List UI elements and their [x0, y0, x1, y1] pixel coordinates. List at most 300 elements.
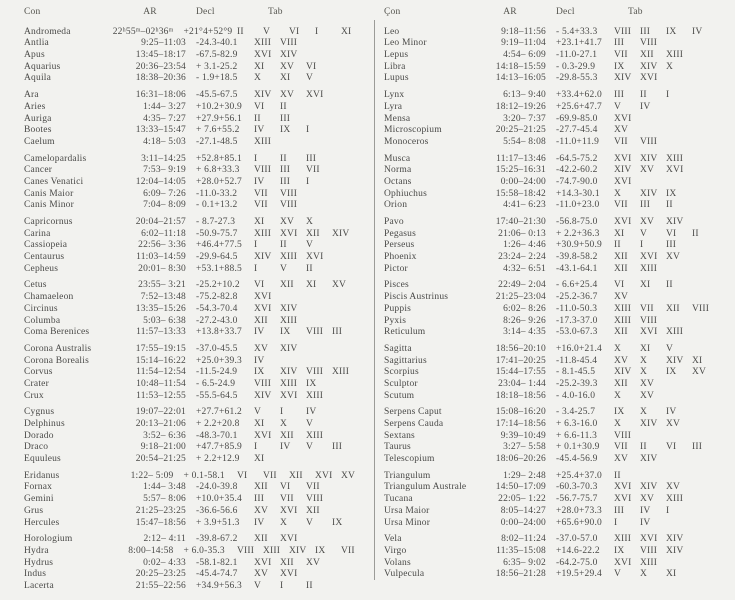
- decl-range: - 8.7-27.3: [196, 217, 236, 227]
- tab-roman-numeral: XIV: [280, 303, 298, 314]
- table-row: [384, 200, 734, 212]
- table-row: [24, 229, 367, 241]
- tab-roman-numeral: XIV: [614, 165, 632, 176]
- tab-roman-numeral: X: [640, 367, 648, 378]
- tab-roman-numeral: X: [280, 517, 288, 528]
- tab-roman-numeral: III: [280, 113, 291, 124]
- tab-roman-numeral: X: [614, 188, 622, 199]
- tab-list: [614, 304, 718, 316]
- decl-range: +28.0+73.3: [556, 505, 602, 516]
- table-row: [24, 137, 367, 149]
- tab-roman-numeral: XIII: [280, 315, 298, 326]
- tab-roman-numeral: IV: [254, 125, 265, 136]
- tab-roman-numeral: I: [254, 240, 258, 251]
- tab-roman-numeral: XV: [640, 165, 655, 176]
- tab-list: [254, 217, 332, 229]
- tab-roman-numeral: VII: [341, 545, 355, 556]
- decl-range: +23.1+41.7: [556, 38, 602, 49]
- table-row: [24, 581, 367, 593]
- tab-roman-numeral: XVI: [640, 327, 658, 338]
- ar-range: 20:25–23:25: [135, 569, 186, 580]
- constellation-name: Carina: [24, 228, 51, 239]
- tab-roman-numeral: IX: [614, 61, 625, 72]
- ar-range: 20:04–21:57: [135, 217, 186, 227]
- tab-roman-numeral: XIV: [614, 367, 632, 378]
- tab-roman-numeral: VII: [640, 303, 654, 314]
- constellation-name: Perseus: [384, 240, 415, 251]
- tab-roman-numeral: II: [280, 153, 287, 164]
- ar-range: 8:05–14:27: [500, 505, 546, 516]
- tab-roman-numeral: VIII: [306, 327, 324, 338]
- tab-roman-numeral: III: [280, 165, 291, 176]
- decl-range: - 8.1-45.5: [556, 367, 596, 378]
- table-row: [384, 114, 734, 126]
- tab-roman-numeral: XII: [614, 252, 628, 263]
- tab-list: [254, 494, 332, 506]
- tab-list: [614, 569, 692, 581]
- tab-roman-numeral: XV: [280, 217, 295, 227]
- tab-list: [614, 189, 692, 201]
- decl-range: -24.0-39.8: [196, 482, 238, 493]
- constellation-name: Fornax: [24, 482, 53, 493]
- constellation-name: Scorpius: [384, 367, 419, 378]
- constellation-name: Circinus: [24, 303, 58, 314]
- constellation-name: Corvus: [24, 367, 53, 378]
- constellation-name: Auriga: [24, 113, 52, 124]
- tab-list: [254, 280, 358, 292]
- tab-roman-numeral: XII: [666, 303, 680, 314]
- ar-range: 7:53– 9:19: [143, 165, 186, 176]
- decl-range: - 4.0-16.0: [556, 390, 596, 401]
- tab-list: [254, 391, 332, 403]
- tab-list: [614, 125, 640, 137]
- constellation-name: Apus: [24, 50, 45, 61]
- constellation-group: [384, 90, 734, 148]
- tab-roman-numeral: XVI: [640, 252, 658, 263]
- table-row: [384, 569, 734, 581]
- tab-roman-numeral: XVI: [280, 534, 298, 545]
- tab-roman-numeral: XIII: [640, 263, 658, 274]
- ar-range: 6:02– 8:26: [503, 303, 546, 314]
- decl-range: - 0.3-29.9: [556, 61, 596, 72]
- tab-roman-numeral: XV: [254, 505, 269, 516]
- table-row: [24, 200, 367, 212]
- table-row: [384, 90, 734, 102]
- constellation-name: Ursa Maior: [384, 505, 430, 516]
- table-row: [384, 454, 734, 466]
- constellation-group: [24, 534, 367, 592]
- tab-roman-numeral: XVI: [254, 292, 272, 303]
- ar-range: 6:13– 9:40: [503, 90, 546, 101]
- decl-range: -58.1-82.1: [196, 557, 238, 568]
- tab-roman-numeral: XV: [614, 125, 629, 136]
- tab-roman-numeral: XII: [280, 430, 294, 441]
- tab-roman-numeral: XIII: [306, 390, 324, 401]
- table-row: [384, 534, 734, 546]
- tab-list: [614, 482, 692, 494]
- decl-range: -29.9-64.5: [196, 252, 238, 263]
- decl-range: -11.0+23.0: [556, 200, 600, 211]
- tab-roman-numeral: III: [640, 200, 651, 211]
- tab-list: [614, 506, 692, 518]
- tab-roman-numeral: X: [614, 343, 622, 354]
- tab-list: [254, 240, 332, 252]
- table-row: [24, 471, 367, 483]
- tab-roman-numeral: II: [237, 26, 244, 37]
- constellation-name: Andromeda: [24, 26, 71, 37]
- ar-range: 15:14–16:22: [135, 355, 186, 366]
- ar-range: 18:56–21:28: [495, 569, 546, 580]
- tab-list: [254, 292, 280, 304]
- table-row: [384, 367, 734, 379]
- constellation-name: Canis Minor: [24, 200, 74, 211]
- constellation-name: Horologium: [24, 534, 73, 545]
- constellation-name: Phoenix: [384, 252, 417, 263]
- table-row: [384, 546, 734, 558]
- decl-range: -45.4-74.7: [196, 569, 238, 580]
- ar-range: 11:35–15:08: [496, 545, 546, 556]
- tab-roman-numeral: XV: [640, 494, 655, 505]
- ar-range: 18:56–20:10: [495, 343, 546, 354]
- table-row: [24, 431, 367, 443]
- constellation-name: Mensa: [384, 113, 411, 124]
- ar-range: 18:18–18:56: [495, 390, 546, 401]
- tab-list: [254, 165, 332, 177]
- tab-roman-numeral: IV: [692, 26, 703, 37]
- tab-roman-numeral: I: [254, 442, 258, 453]
- table-row: [384, 217, 734, 229]
- tab-roman-numeral: IX: [666, 26, 677, 37]
- tab-roman-numeral: IX: [332, 517, 343, 528]
- decl-range: +52.8+85.1: [196, 153, 242, 164]
- table-row: [24, 38, 367, 50]
- tab-roman-numeral: XIII: [332, 367, 350, 378]
- decl-range: -11.0-50.3: [556, 303, 598, 314]
- ar-range: 22:49– 2:04: [498, 280, 546, 291]
- constellation-name: Virgo: [384, 545, 407, 556]
- ar-range: 4:54– 6:09: [503, 50, 546, 61]
- ar-range: 19:07–22:01: [135, 407, 186, 418]
- tab-roman-numeral: IV: [254, 176, 265, 187]
- tab-roman-numeral: VI: [666, 442, 677, 453]
- tab-list: [614, 367, 718, 379]
- tab-roman-numeral: IX: [666, 367, 677, 378]
- tab-list: [254, 90, 332, 102]
- ar-range: 14:18–15:59: [495, 61, 546, 72]
- table-row: [24, 217, 367, 229]
- table-row: [384, 229, 734, 241]
- tab-roman-numeral: XVI: [614, 494, 632, 505]
- ar-range: 15:25–16:31: [495, 165, 546, 176]
- ar-range: 0:02– 4:33: [143, 557, 186, 568]
- ar-range: 3:14– 4:35: [503, 327, 546, 338]
- tab-roman-numeral: XIII: [666, 50, 684, 61]
- tab-roman-numeral: I: [306, 125, 310, 136]
- tab-roman-numeral: IX: [614, 545, 625, 556]
- table-row: [24, 534, 367, 546]
- tab-roman-numeral: VIII: [640, 545, 658, 556]
- table-row: [24, 316, 367, 328]
- tab-roman-numeral: I: [666, 90, 670, 101]
- tab-roman-numeral: XIII: [640, 557, 658, 568]
- tab-roman-numeral: II: [280, 240, 287, 251]
- decl-range: - 0.1+13.2: [196, 200, 238, 211]
- tab-roman-numeral: IV: [254, 327, 265, 338]
- constellation-name: Piscis Austrinus: [384, 292, 449, 303]
- tab-roman-numeral: XV: [640, 217, 655, 227]
- tab-list: [614, 217, 692, 229]
- tab-list: [614, 200, 692, 212]
- tab-roman-numeral: XV: [666, 419, 681, 429]
- constellation-name: Eridanus: [24, 470, 60, 481]
- tab-roman-numeral: V: [306, 442, 314, 453]
- tab-list: [237, 546, 367, 558]
- tab-roman-numeral: XIV: [666, 217, 684, 227]
- tab-roman-numeral: III: [640, 26, 651, 37]
- decl-range: - 6.6+25.4: [556, 280, 598, 291]
- tab-roman-numeral: XII: [614, 327, 628, 338]
- constellation-name: Leo Minor: [384, 38, 427, 49]
- table-row: [384, 38, 734, 50]
- tab-list: [614, 494, 692, 506]
- constellation-group: [384, 534, 734, 581]
- constellation-group: [384, 27, 734, 85]
- tab-roman-numeral: I: [254, 263, 258, 274]
- decl-range: - 1.9+18.5: [196, 73, 238, 84]
- ar-range: 21:55–22:56: [135, 580, 186, 591]
- constellation-group: [24, 90, 367, 148]
- tab-roman-numeral: II: [640, 442, 647, 453]
- tab-roman-numeral: VI: [289, 26, 300, 37]
- ar-range: 22:05– 1:22: [498, 494, 546, 505]
- decl-range: -75.2-82.8: [196, 292, 238, 303]
- decl-range: +14.3-30.1: [556, 188, 600, 199]
- ar-range: 18:06–20:26: [495, 454, 546, 465]
- constellation-name: Centaurus: [24, 252, 65, 263]
- ar-range: 9:18–21:00: [140, 442, 186, 453]
- decl-range: +21°4+52°9: [183, 26, 233, 37]
- tab-list: [254, 200, 306, 212]
- tab-roman-numeral: V: [614, 569, 622, 580]
- constellation-name: Lacerta: [24, 580, 54, 591]
- tab-roman-numeral: X: [280, 419, 288, 429]
- tab-list: [254, 581, 332, 593]
- ar-range: 9:39–10:49: [500, 430, 546, 441]
- table-row: [384, 356, 734, 368]
- tab-roman-numeral: IV: [640, 517, 651, 528]
- tab-roman-numeral: XVI: [614, 217, 632, 227]
- constellation-group: [24, 407, 367, 465]
- table-row: [24, 546, 367, 558]
- table-row: [384, 280, 734, 292]
- ar-range: 4:35– 7:27: [143, 113, 186, 124]
- tab-roman-numeral: VIII: [280, 188, 298, 199]
- table-row: [24, 569, 367, 581]
- decl-range: -53.0-67.3: [556, 327, 598, 338]
- tab-list: [614, 280, 692, 292]
- col-header-tab: Tab: [628, 7, 643, 17]
- tab-roman-numeral: XII: [280, 557, 294, 568]
- tab-roman-numeral: III: [254, 494, 265, 505]
- tab-roman-numeral: XI: [254, 217, 265, 227]
- table-row: [24, 125, 367, 137]
- tab-roman-numeral: IV: [280, 442, 291, 453]
- ar-range: 14:13–16:05: [495, 73, 546, 84]
- tab-roman-numeral: VII: [254, 188, 268, 199]
- decl-range: +27.7+61.2: [196, 407, 242, 418]
- tab-roman-numeral: XV: [280, 61, 295, 72]
- constellation-name: Corona Borealis: [24, 355, 90, 366]
- tab-roman-numeral: XIII: [254, 228, 272, 239]
- tab-roman-numeral: XII: [254, 482, 268, 493]
- constellation-name: Cancer: [24, 165, 53, 176]
- constellation-name: Corona Australis: [24, 343, 92, 354]
- ar-range: 23:24– 2:24: [498, 252, 546, 263]
- constellation-name: Vulpecula: [384, 569, 425, 580]
- constellation-name: Monoceros: [384, 136, 429, 147]
- table-header-row: [384, 7, 734, 19]
- tab-roman-numeral: I: [280, 580, 284, 591]
- table-row: [384, 154, 734, 166]
- tab-roman-numeral: III: [332, 327, 343, 338]
- ar-range: 9:25–11:03: [141, 38, 186, 49]
- constellation-name: Draco: [24, 442, 49, 453]
- tab-roman-numeral: IX: [306, 378, 317, 389]
- table-row: [24, 344, 367, 356]
- tab-roman-numeral: V: [306, 517, 314, 528]
- tab-roman-numeral: IV: [640, 101, 651, 112]
- decl-range: -39.8-67.2: [196, 534, 238, 545]
- decl-range: +30.9+50.9: [556, 240, 602, 251]
- ar-range: 1:44– 3:48: [143, 482, 186, 493]
- tab-roman-numeral: XI: [640, 343, 651, 354]
- decl-range: + 3.1-25.2: [196, 61, 238, 72]
- decl-range: -11.0-27.1: [556, 50, 598, 61]
- tab-list: [254, 50, 306, 62]
- table-row: [384, 518, 734, 530]
- constellation-name: Sagitta: [384, 343, 412, 354]
- tab-list: [254, 344, 306, 356]
- tab-roman-numeral: III: [666, 240, 677, 251]
- tab-roman-numeral: VIII: [237, 545, 255, 556]
- ar-range: 18:38–20:36: [135, 73, 186, 84]
- tab-roman-numeral: VIII: [614, 430, 632, 441]
- constellation-name: Libra: [384, 61, 406, 72]
- decl-range: -27.2-43.0: [196, 315, 238, 326]
- constellation-table-right: [367, 0, 734, 600]
- tab-roman-numeral: XII: [640, 50, 654, 61]
- table-row: [24, 50, 367, 62]
- tab-roman-numeral: IX: [254, 367, 265, 378]
- constellation-name: Ursa Minor: [384, 517, 431, 528]
- tab-roman-numeral: III: [332, 442, 343, 453]
- decl-range: -74.7-90.0: [556, 176, 598, 187]
- tab-roman-numeral: X: [666, 61, 674, 72]
- tab-roman-numeral: XVI: [614, 153, 632, 164]
- tab-list: [614, 379, 666, 391]
- tab-roman-numeral: III: [614, 38, 625, 49]
- constellation-group: [384, 280, 734, 338]
- tab-roman-numeral: XIII: [614, 534, 632, 545]
- ar-range: 14:50–17:09: [495, 482, 546, 493]
- constellation-group: [384, 471, 734, 529]
- constellation-name: Sextans: [384, 430, 415, 441]
- table-row: [384, 471, 734, 483]
- constellation-name: Octans: [384, 176, 412, 187]
- tab-roman-numeral: I: [666, 505, 670, 516]
- tab-roman-numeral: XIV: [666, 355, 684, 366]
- constellation-group: [24, 154, 367, 212]
- tab-roman-numeral: XIII: [280, 252, 298, 263]
- tab-roman-numeral: XI: [640, 280, 651, 291]
- tab-list: [614, 137, 666, 149]
- ar-range: 0:00–24:00: [500, 176, 546, 187]
- tab-list: [614, 471, 640, 483]
- tab-roman-numeral: VII: [254, 200, 268, 211]
- table-row: [24, 506, 367, 518]
- tab-roman-numeral: II: [640, 90, 647, 101]
- ar-range: 8:00–14:58: [128, 545, 174, 556]
- ar-range: 13:35–15:26: [135, 303, 186, 314]
- constellation-name: Equuleus: [24, 454, 61, 465]
- col-header-con: Çon: [384, 7, 401, 17]
- ar-range: 20:01– 8:30: [138, 263, 186, 274]
- tab-roman-numeral: XII: [614, 263, 628, 274]
- tab-roman-numeral: XV: [640, 378, 655, 389]
- table-row: [24, 367, 367, 379]
- constellation-name: Pavo: [384, 217, 404, 227]
- decl-range: -69.9-85.0: [556, 113, 598, 124]
- tab-roman-numeral: XVI: [254, 50, 272, 61]
- decl-range: -55.5-64.5: [196, 390, 238, 401]
- decl-range: -64.2-75.0: [556, 557, 598, 568]
- tab-roman-numeral: X: [640, 407, 648, 418]
- ar-range: 11:57–13:33: [136, 327, 186, 338]
- ar-range: 16:31–18:06: [135, 90, 186, 101]
- table-row: [384, 177, 734, 189]
- tab-roman-numeral: VIII: [640, 136, 658, 147]
- tab-roman-numeral: XVI: [254, 557, 272, 568]
- tab-roman-numeral: IV: [254, 355, 265, 366]
- ar-range: 20:36–23:54: [135, 61, 186, 72]
- constellation-name: Tucana: [384, 494, 413, 505]
- tab-roman-numeral: I: [614, 517, 618, 528]
- constellation-name: Ara: [24, 90, 39, 101]
- tab-roman-numeral: XI: [306, 280, 317, 291]
- tab-list: [614, 252, 692, 264]
- tab-roman-numeral: VI: [280, 482, 291, 493]
- constellation-name: Cygnus: [24, 407, 55, 418]
- tab-roman-numeral: XIV: [254, 252, 272, 263]
- tab-roman-numeral: VIII: [306, 494, 324, 505]
- table-row: [384, 431, 734, 443]
- ar-range: 15:44–17:55: [495, 367, 546, 378]
- tab-roman-numeral: VI: [254, 280, 265, 291]
- constellation-name: Triangulum: [384, 470, 431, 481]
- tab-roman-numeral: VII: [614, 442, 628, 453]
- constellation-name: Grus: [24, 505, 44, 516]
- decl-range: +27.9+56.1: [196, 113, 242, 124]
- table-row: [24, 494, 367, 506]
- decl-range: -39.8-58.2: [556, 252, 598, 263]
- table-row: [24, 327, 367, 339]
- table-row: [384, 558, 734, 570]
- decl-range: -11.8-45.4: [556, 355, 598, 366]
- table-row: [384, 482, 734, 494]
- constellation-name: Bootes: [24, 125, 52, 136]
- ar-range: 6:09– 7:26: [143, 188, 186, 199]
- decl-range: -11.0+11.9: [556, 136, 600, 147]
